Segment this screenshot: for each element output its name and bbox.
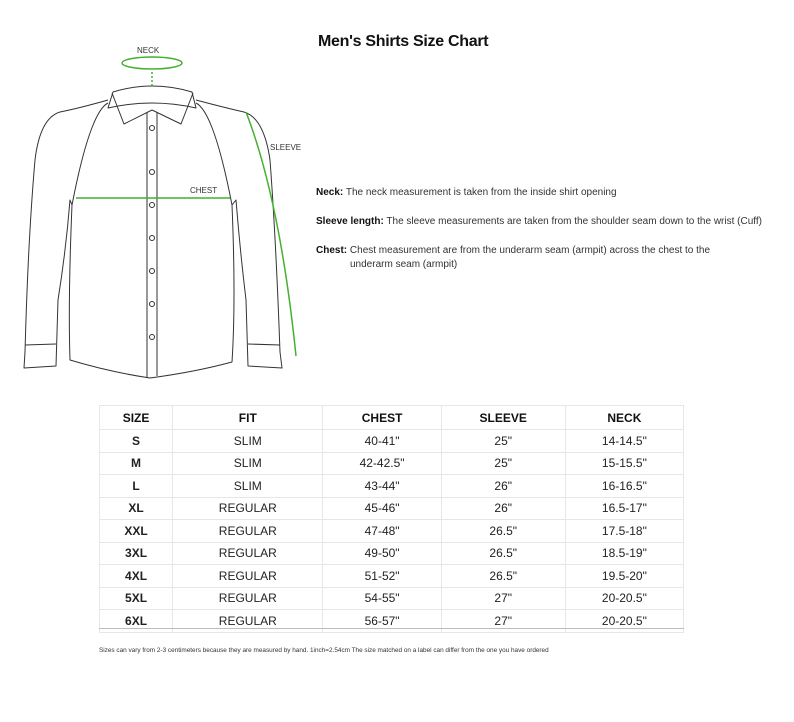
- page-title: Men's Shirts Size Chart: [318, 33, 489, 50]
- definition-neck: Neck: The neck measurement is taken from the inside shirt opening: [316, 187, 617, 198]
- table-row: M SLIM 42-42.5" 25" 15-15.5": [100, 452, 684, 475]
- table-row: 5XL REGULAR 54-55" 27" 20-20.5": [100, 587, 684, 610]
- neck-loop-icon: [122, 57, 182, 69]
- header-chest: CHEST: [323, 406, 441, 430]
- header-sleeve: SLEEVE: [441, 406, 565, 430]
- button-4: [150, 236, 155, 241]
- button-1: [150, 126, 155, 131]
- neck-measure: [122, 57, 182, 86]
- table-row: 6XL REGULAR 56-57" 27" 20-20.5": [100, 610, 684, 633]
- definitions: [316, 186, 776, 287]
- chest-label: CHEST: [190, 186, 218, 195]
- footnote: Sizes can vary from 2-3 centimeters because they are measured by hand. 1inch=2.54cm The size matched on a label can differ from the one you have ordered: [99, 647, 549, 654]
- table-row: 4XL REGULAR 51-52" 26.5" 19.5-20": [100, 565, 684, 588]
- table-header-row: [100, 406, 684, 430]
- size-table: [99, 405, 684, 633]
- header-fit: FIT: [173, 406, 323, 430]
- definition-sleeve: Sleeve length: The sleeve measurements are taken from the shoulder seam down to the wrist (Cuff): [316, 216, 762, 227]
- button-3: [150, 203, 155, 208]
- sleeve-label: SLEEVE: [270, 143, 302, 152]
- table-row: S SLIM 40-41" 25" 14-14.5": [100, 430, 684, 453]
- header-size: SIZE: [100, 406, 173, 430]
- table-row: XL REGULAR 45-46" 26" 16.5-17": [100, 497, 684, 520]
- definition-chest: Chest: Chest measurement are from the underarm seam (armpit) across the chest to the underarm seam (armpit): [316, 245, 711, 270]
- header-neck: NECK: [565, 406, 683, 430]
- shirt-diagram: [0, 40, 320, 390]
- table-row: XXL REGULAR 47-48" 26.5" 17.5-18": [100, 520, 684, 543]
- divider: [99, 628, 684, 629]
- neck-label: NECK: [137, 46, 160, 55]
- table-row: 3XL REGULAR 49-50" 26.5" 18.5-19": [100, 542, 684, 565]
- button-6: [150, 302, 155, 307]
- buttons: [150, 126, 155, 340]
- button-5: [150, 269, 155, 274]
- table-row: L SLIM 43-44" 26" 16-16.5": [100, 475, 684, 498]
- button-2: [150, 170, 155, 175]
- button-7: [150, 335, 155, 340]
